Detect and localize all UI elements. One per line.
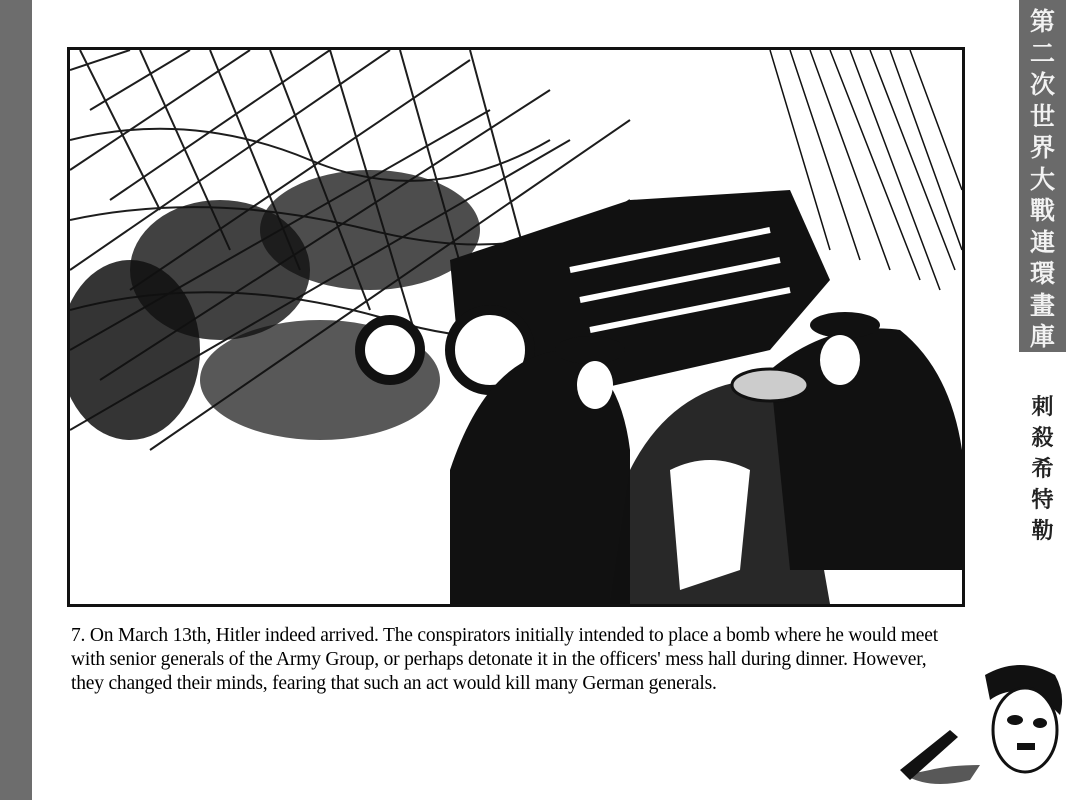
story-title-char: 勒 [1031, 518, 1054, 544]
panel-caption: 7. On March 13th, Hitler indeed arrived. The conspirators initially intended to place a bomb where he would meet with senior generals of the Army Group, or perhaps detonate it in the officers' mess hall during dinner. However, they changed their minds, fearing that such an act would kill many German generals. [71, 625, 938, 694]
series-char: 次 [1029, 70, 1055, 99]
series-char: 畫 [1029, 290, 1055, 320]
left-gray-strip [0, 0, 32, 800]
story-title-char: 刺 [1031, 394, 1054, 420]
series-char: 戰 [1029, 196, 1055, 225]
series-char: 大 [1029, 164, 1055, 194]
series-title-band [1019, 0, 1066, 352]
series-char: 界 [1029, 133, 1055, 162]
story-title-char: 特 [1031, 487, 1054, 513]
series-char: 庫 [1029, 322, 1055, 351]
series-char: 世 [1029, 101, 1055, 131]
series-char: 二 [1029, 38, 1055, 68]
story-title-vertical [1019, 392, 1066, 547]
man-with-pistol-drawing [890, 655, 1066, 800]
series-char: 第 [1029, 7, 1055, 36]
comic-panel-illustration [67, 47, 965, 607]
story-title-char: 殺 [1031, 425, 1054, 451]
tank-and-officers-drawing [70, 50, 962, 604]
series-char: 連 [1029, 227, 1055, 257]
series-char: 環 [1029, 259, 1055, 288]
corner-portrait-illustration [890, 655, 1066, 800]
story-title-char: 希 [1031, 456, 1054, 482]
